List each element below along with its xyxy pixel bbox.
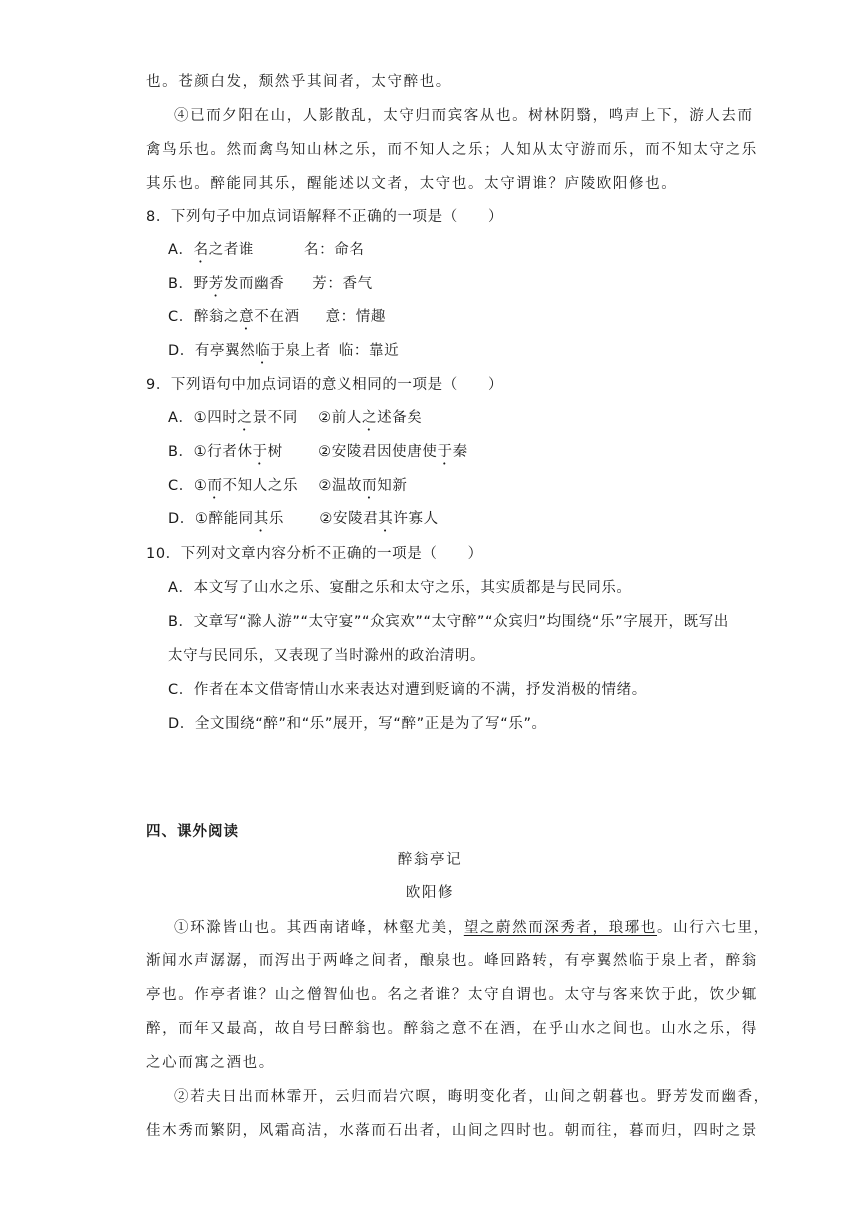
dotted-word: 而 bbox=[362, 478, 378, 494]
option-gloss: 临：靠近 bbox=[338, 343, 400, 359]
passage-line: ④已而夕阳在山，人影散乱，太守归而宾客从也。树林阴翳，鸣声上下，游人去而 bbox=[174, 108, 754, 124]
dotted-word: 之 bbox=[237, 410, 253, 426]
q8-option-a bbox=[168, 240, 364, 266]
option-text: 野 bbox=[193, 276, 209, 292]
option-gloss: 名：命名 bbox=[304, 242, 365, 258]
q10-option-c: C．作者在本文借寄情山水来表达对遭到贬谪的不满，抒发消极的情绪。 bbox=[168, 682, 647, 698]
option-text: 许寡人 bbox=[393, 511, 439, 527]
option-text: 不在酒 bbox=[254, 309, 300, 325]
option-text: 秦 bbox=[452, 444, 468, 460]
passage-line: 亭也。作亭者谁？山之僧智仙也。名之者谁？太守自谓也。太守与客来饮于此，饮少辄 bbox=[146, 987, 758, 1003]
dotted-word: 于 bbox=[437, 444, 453, 460]
option-letter: B． bbox=[168, 276, 194, 292]
passage-line: 佳木秀而繁阴，风霜高洁，水落而石出者，山间之四时也。朝而往，暮而归，四时之景 bbox=[146, 1123, 758, 1139]
q8-option-c bbox=[168, 307, 386, 333]
option-text: 乐 ②安陵君 bbox=[268, 511, 379, 527]
q10-option-b: B．文章写“滁人游”“太守宴”“众宾欢”“太守醉”“众宾归”均围绕“乐”字展开，既写出 bbox=[168, 614, 729, 630]
option-letter: A． bbox=[168, 242, 194, 258]
option-text: 于泉上者 bbox=[270, 343, 331, 359]
passage-line: 醉，而年又最高，故自号曰醉翁也。醉翁之意不在酒，在乎山水之间也。山水之乐，得 bbox=[146, 1021, 758, 1037]
passage-title: 醉翁亭记 bbox=[397, 852, 463, 868]
dotted-word: 芳 bbox=[208, 276, 224, 292]
option-gloss: 芳：香气 bbox=[312, 276, 373, 292]
option-text: B．①行者休 bbox=[168, 444, 253, 460]
q8-option-d bbox=[168, 341, 399, 367]
option-text: 之者谁 bbox=[208, 242, 255, 258]
dotted-word: 于 bbox=[252, 444, 268, 460]
q10-option-d: D．全文围绕“醉”和“乐”展开，写“醉”正是为了写“乐”。 bbox=[168, 716, 547, 732]
passage-line: 也。苍颜白发，颓然乎其间者，太守醉也。 bbox=[146, 74, 452, 90]
passage-line: 其乐也。醉能同其乐，醒能述以文者，太守也。太守谓谁？庐陵欧阳修也。 bbox=[146, 176, 678, 192]
underlined-sentence: 望之蔚然而深秀者，琅琊也 bbox=[463, 920, 658, 936]
passage-text: ①环滁皆山也。其西南诸峰，林壑尤美， bbox=[174, 920, 464, 936]
passage-line: ②若夫日出而林霏开，云归而岩穴暝，晦明变化者，山间之朝暮也。野芳发而幽香， bbox=[174, 1089, 770, 1105]
dotted-word: 临 bbox=[255, 343, 271, 359]
q10-option-a: A．本文写了山水之乐、宴酣之乐和太守之乐，其实质都是与民同乐。 bbox=[168, 580, 632, 596]
q9-option-b bbox=[168, 442, 468, 468]
question-10-stem: 10．下列对文章内容分析不正确的一项是（ ） bbox=[146, 546, 483, 562]
option-text: 景不同 ②前人 bbox=[252, 410, 362, 426]
option-text: 有亭翼然 bbox=[194, 343, 256, 359]
q9-option-c bbox=[168, 476, 407, 502]
q9-option-a bbox=[168, 408, 422, 434]
section-heading: 四、课外阅读 bbox=[146, 824, 239, 840]
passage-line: 之心而寓之酒也。 bbox=[146, 1055, 275, 1071]
q9-option-d bbox=[168, 509, 439, 535]
option-letter: D． bbox=[168, 343, 195, 359]
option-text: 发而幽香 bbox=[223, 276, 285, 292]
dotted-word: 之 bbox=[361, 410, 378, 426]
dotted-word: 其 bbox=[378, 511, 394, 527]
option-text: 树 ②安陵君因使唐使 bbox=[267, 444, 438, 460]
option-gloss: 意：情趣 bbox=[325, 309, 386, 325]
option-text: A．①四时 bbox=[168, 410, 238, 426]
option-text: 不知人之乐 ②温故 bbox=[222, 478, 363, 494]
option-letter: C． bbox=[168, 309, 194, 325]
option-text: 述备矣 bbox=[377, 410, 423, 426]
dotted-word: 名 bbox=[193, 242, 209, 258]
question-8-stem: 8．下列句子中加点词语解释不正确的一项是（ ） bbox=[146, 209, 504, 225]
option-text: D．①醉能同 bbox=[168, 511, 254, 527]
dotted-word: 意 bbox=[239, 309, 255, 325]
question-9-stem: 9．下列语句中加点词语的意义相同的一项是（ ） bbox=[146, 377, 504, 393]
passage-text: 。山行六七里， bbox=[657, 920, 770, 936]
q10-option-b-cont: 太守与民同乐，又表现了当时滁州的政治清明。 bbox=[168, 648, 486, 664]
passage-author: 欧阳修 bbox=[405, 885, 455, 901]
option-text: 知新 bbox=[377, 478, 408, 494]
q8-option-b bbox=[168, 274, 373, 300]
passage-line: 禽鸟乐也。然而禽鸟知山林之乐，而不知人之乐；人知从太守游而乐，而不知太守之乐 bbox=[146, 142, 758, 158]
dotted-word: 其 bbox=[253, 511, 269, 527]
option-text: 醉翁之 bbox=[193, 309, 240, 325]
passage-line bbox=[174, 918, 770, 938]
dotted-word: 而 bbox=[207, 478, 223, 494]
passage-line: 渐闻水声潺潺，而泻出于两峰之间者，酿泉也。峰回路转，有亭翼然临于泉上者，醉翁 bbox=[146, 953, 758, 969]
option-text: C．① bbox=[168, 478, 208, 494]
